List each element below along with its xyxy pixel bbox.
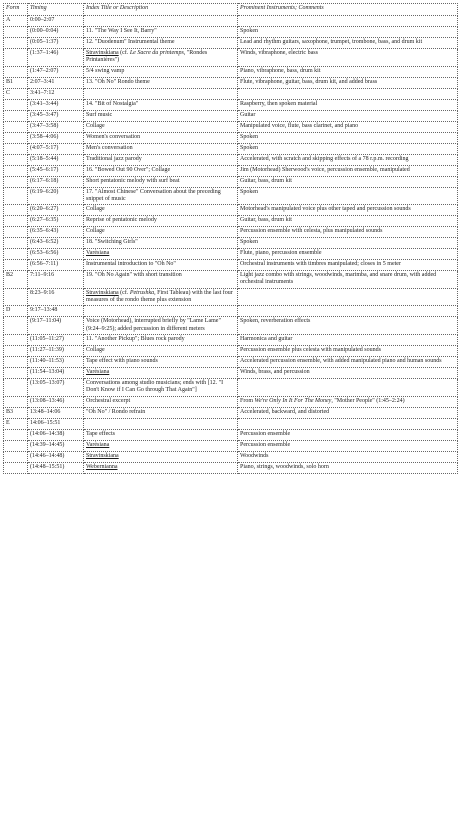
title-cell [84, 16, 238, 27]
comment-cell: Flute, piano, percussion ensemble [238, 249, 458, 260]
title-cell: Collage [84, 121, 238, 132]
table-row [4, 334, 458, 345]
title-cell: Conversations among studio musicians; ends with [12. "I Don't Know if I Can Go through That Again"] [84, 378, 238, 396]
timing-cell: 13:48–14:06 [28, 407, 84, 418]
comment-cell: Percussion ensemble with celesta, plus manipulated sounds [238, 227, 458, 238]
title-cell: Tape effect with piano sounds [84, 356, 238, 367]
form-cell [4, 378, 28, 396]
table-row [4, 27, 458, 38]
title-cell: 16. "Bowed Out 90 Over"; Collage [84, 165, 238, 176]
title-underlined: Stravinskiana [86, 452, 119, 459]
form-cell [4, 288, 28, 306]
title-cell: 13. "Oh No" Rondo theme [84, 77, 238, 88]
header-comments: Prominent Instruments; Comments [238, 4, 458, 16]
title-italic: Le Sacre du printemps [129, 50, 184, 56]
timing-cell: 0:00–2:07 [28, 16, 84, 27]
comment-cell: Spoken [238, 187, 458, 205]
form-cell [4, 260, 28, 271]
timing-cell: (14:06–14:38) [28, 429, 84, 440]
form-cell: A [4, 16, 28, 27]
table-row [4, 121, 458, 132]
title-cell: Orchestral excerpt [84, 396, 238, 407]
table-row [4, 249, 458, 260]
form-cell: E [4, 418, 28, 429]
title-cell: 11. "Another Pickup"; Blues rock parody [84, 334, 238, 345]
table-row [4, 396, 458, 407]
table-row [4, 227, 458, 238]
form-cell [4, 216, 28, 227]
form-cell [4, 154, 28, 165]
timing-cell: 9:17–13:48 [28, 306, 84, 317]
timing-cell: (6:56–7:11) [28, 260, 84, 271]
header-title: Index Title or Description [84, 4, 238, 16]
title-italic: Petrushka [129, 289, 155, 296]
comment-cell: Accelerated, with scratch and skipping effects of a 78 r.p.m. recording [238, 154, 458, 165]
comment-cell [238, 396, 458, 407]
timing-cell: 8:23–9:16 [28, 288, 84, 306]
table-row [4, 440, 458, 451]
form-cell [4, 205, 28, 216]
header-form: Form [4, 4, 28, 16]
table-row [4, 143, 458, 154]
title-cell [84, 440, 238, 451]
table-row [4, 154, 458, 165]
title-cell: Collage [84, 227, 238, 238]
timing-cell: (13:08–13:46) [28, 396, 84, 407]
form-cell [4, 143, 28, 154]
comment-cell: Woodwinds [238, 451, 458, 462]
table-row [4, 110, 458, 121]
form-cell [4, 429, 28, 440]
comment-cell: Spoken [238, 132, 458, 143]
title-text: , "Rondes Printanières") [86, 50, 208, 64]
title-cell [84, 49, 238, 67]
form-cell [4, 99, 28, 110]
title-cell: 17. "Almost Chinese" Conversation about the preceding snippet of music [84, 187, 238, 205]
title-cell: 5/4 swing vamp [84, 66, 238, 77]
form-cell [4, 334, 28, 345]
title-cell: 18. "Switching Girls" [84, 238, 238, 249]
title-underlined: Stravinskiana [86, 289, 119, 296]
table-row [4, 38, 458, 49]
form-cell [4, 121, 28, 132]
title-cell: Collage [84, 345, 238, 356]
comment-cell: Light jazz combo with strings, woodwinds, marimba, and snare drum, with added orchestral instruments [238, 271, 458, 289]
table-row [4, 356, 458, 367]
table-row [4, 187, 458, 205]
title-cell: Reprise of pentatonic melody [84, 216, 238, 227]
table-row [4, 77, 458, 88]
title-cell: Traditional jazz parody [84, 154, 238, 165]
title-cell: Tape effects [84, 429, 238, 440]
comment-cell: Orchestral instruments with timbres manipulated; closes in 5 meter [238, 260, 458, 271]
comment-cell: Piano, vibraphone, bass, drum kit [238, 66, 458, 77]
timing-cell: (14:46–14:48) [28, 451, 84, 462]
table-row [4, 367, 458, 378]
title-cell [84, 288, 238, 306]
title-cell: 14. "Bit of Nostalgia" [84, 99, 238, 110]
comment-cell: Percussion ensemble plus celesta with manipulated sounds [238, 345, 458, 356]
timing-cell: (0:00–0:04) [28, 27, 84, 38]
title-cell: Collage [84, 205, 238, 216]
comment-cell: Flute, vibraphone, guitar, bass, drum kit, and added brass [238, 77, 458, 88]
table-row [4, 306, 458, 317]
title-cell: 11. "The Way I See It, Barry" [84, 27, 238, 38]
form-cell: B3 [4, 407, 28, 418]
comment-cell: Accelerated percussion ensemble, with added manipulated piano and human sounds [238, 356, 458, 367]
table-row [4, 462, 458, 473]
title-cell [84, 451, 238, 462]
title-cell: 12. "Duodenum" Instrumental theme [84, 38, 238, 49]
timing-cell: (4:07–5:17) [28, 143, 84, 154]
comment-cell: Accelerated, backward, and distorted [238, 407, 458, 418]
title-cell: Women's conversation [84, 132, 238, 143]
form-cell [4, 451, 28, 462]
timing-cell: 2:07–3:41 [28, 77, 84, 88]
table-row [4, 260, 458, 271]
title-underlined: Varèsiana [86, 368, 110, 375]
table-row [4, 378, 458, 396]
form-cell: B2 [4, 271, 28, 289]
comment-cell: Winds, brass, and percussion [238, 367, 458, 378]
comment-text: From [240, 397, 255, 404]
timing-cell: (6:43–6:52) [28, 238, 84, 249]
timing-cell: (3:41–3:44) [28, 99, 84, 110]
comment-text: , "Mother People" (1:45–2:24) [331, 397, 405, 404]
comment-cell: Spoken, reverberation effects [238, 317, 458, 335]
timing-cell: (1:47–2:07) [28, 66, 84, 77]
table-row [4, 317, 458, 335]
comment-italic: We're Only In It For The Money [254, 397, 332, 404]
title-text: (cf. [118, 50, 130, 56]
timing-cell: (11:05–11:27) [28, 334, 84, 345]
header-timing: Timing [28, 4, 84, 16]
timing-cell: (6:19–6:20) [28, 187, 84, 205]
timing-cell: (3:45–3:47) [28, 110, 84, 121]
table-row [4, 429, 458, 440]
timing-cell: (11:27–11:39) [28, 345, 84, 356]
comment-cell: Spoken [238, 27, 458, 38]
form-cell [4, 238, 28, 249]
timing-cell: (5:45–6:17) [28, 165, 84, 176]
form-cell: D [4, 306, 28, 317]
timing-cell: 7:11–9:16 [28, 271, 84, 289]
comment-cell: Guitar, bass, drum kit [238, 176, 458, 187]
title-text: , First Tableau) with the last four measures of the rondo theme plus extension [86, 289, 233, 304]
comment-cell [238, 306, 458, 317]
form-cell [4, 165, 28, 176]
comment-cell: Spoken [238, 238, 458, 249]
timing-cell: (14:48–15:51) [28, 462, 84, 473]
table-row [4, 288, 458, 306]
comment-cell [238, 288, 458, 306]
comment-cell: Spoken [238, 143, 458, 154]
table-row [4, 271, 458, 289]
table-row [4, 238, 458, 249]
title-cell: Men's conversation [84, 143, 238, 154]
comment-cell [238, 88, 458, 99]
comment-cell: Harmonica and guitar [238, 334, 458, 345]
comment-cell [238, 16, 458, 27]
form-cell [4, 249, 28, 260]
title-cell: Short pentatonic melody with surf beat [84, 176, 238, 187]
timing-cell: (6:17–6:18) [28, 176, 84, 187]
title-cell [84, 462, 238, 473]
comment-cell [238, 378, 458, 396]
timing-cell: (14:39–14:45) [28, 440, 84, 451]
comment-cell: Percussion ensemble [238, 440, 458, 451]
form-cell [4, 27, 28, 38]
table-row [4, 407, 458, 418]
timing-cell: (11:54–13:04) [28, 367, 84, 378]
table-row [4, 88, 458, 99]
title-cell [84, 418, 238, 429]
table-row [4, 451, 458, 462]
form-cell [4, 367, 28, 378]
title-underlined: Varèsiana [86, 441, 110, 448]
table-row [4, 49, 458, 67]
form-cell [4, 187, 28, 205]
comment-cell: Guitar, bass, drum kit [238, 216, 458, 227]
form-cell [4, 356, 28, 367]
form-cell [4, 132, 28, 143]
timing-cell: (6:53–6:56) [28, 249, 84, 260]
timing-cell: (3:58–4:06) [28, 132, 84, 143]
comment-cell: Manipulated voice, flute, bass clarinet, and piano [238, 121, 458, 132]
table-row [4, 176, 458, 187]
comment-cell: Guitar [238, 110, 458, 121]
title-cell [84, 249, 238, 260]
timing-cell: (13:05–13:07) [28, 378, 84, 396]
title-underlined: Stravinskiana [86, 50, 119, 56]
form-analysis-table [3, 3, 458, 474]
timing-cell: (0:05–1:37) [28, 38, 84, 49]
comment-cell [238, 418, 458, 429]
timing-cell: (9:17–11:04) [28, 317, 84, 335]
form-cell [4, 227, 28, 238]
title-text: (cf. [118, 289, 130, 296]
table-row [4, 345, 458, 356]
form-cell [4, 38, 28, 49]
title-underlined: Varèsiana [86, 250, 110, 257]
title-cell: Instrumental introduction to "Oh No" [84, 260, 238, 271]
comment-cell: Percussion ensemble [238, 429, 458, 440]
table-row [4, 99, 458, 110]
table-row [4, 165, 458, 176]
comment-cell: Raspberry, then spoken material [238, 99, 458, 110]
timing-cell: (6:35–6:43) [28, 227, 84, 238]
table-row [4, 66, 458, 77]
comment-cell: Jim (Motorhead) Sherwood's voice, percussion ensemble, manipulated [238, 165, 458, 176]
form-cell [4, 396, 28, 407]
header-row [4, 4, 458, 16]
title-underlined: Webernianna [86, 463, 118, 470]
table-row [4, 16, 458, 27]
comment-cell: Winds, vibraphone, electric bass [238, 49, 458, 67]
timing-cell: (3:47–3:58) [28, 121, 84, 132]
title-cell [84, 88, 238, 99]
title-cell: 19. "Oh No Again" with short transition [84, 271, 238, 289]
form-cell [4, 110, 28, 121]
form-cell [4, 317, 28, 335]
comment-cell: Lead and rhythm guitars, saxophone, trumpet, trombone, bass, and drum kit [238, 38, 458, 49]
form-cell [4, 462, 28, 473]
table-row [4, 132, 458, 143]
timing-cell: 14:06–15:51 [28, 418, 84, 429]
table-body [4, 16, 458, 474]
timing-cell: (1:37–1:46) [28, 49, 84, 67]
form-cell: B1 [4, 77, 28, 88]
timing-cell: (5:18–5:44) [28, 154, 84, 165]
form-cell [4, 345, 28, 356]
timing-cell: 3:41–7:12 [28, 88, 84, 99]
comment-cell: Motorhead's manipulated voice plus other taped and percussion sounds [238, 205, 458, 216]
timing-cell: (6:20–6:27) [28, 205, 84, 216]
comment-cell: Piano, strings, woodwinds, solo horn [238, 462, 458, 473]
table-row [4, 418, 458, 429]
title-cell: Surf music [84, 110, 238, 121]
form-cell [4, 440, 28, 451]
timing-cell: (11:40–11:53) [28, 356, 84, 367]
form-cell [4, 49, 28, 67]
form-cell [4, 176, 28, 187]
title-cell: Voice (Motorhead), interrupted briefly by "Lame Lame" (9:24–9:25); added percussion in different meters [84, 317, 238, 335]
form-cell: C [4, 88, 28, 99]
title-cell [84, 306, 238, 317]
form-cell [4, 66, 28, 77]
table-row [4, 205, 458, 216]
table-row [4, 216, 458, 227]
title-cell: "Oh No" / Rondo refrain [84, 407, 238, 418]
title-cell [84, 367, 238, 378]
timing-cell: (6:27–6:35) [28, 216, 84, 227]
